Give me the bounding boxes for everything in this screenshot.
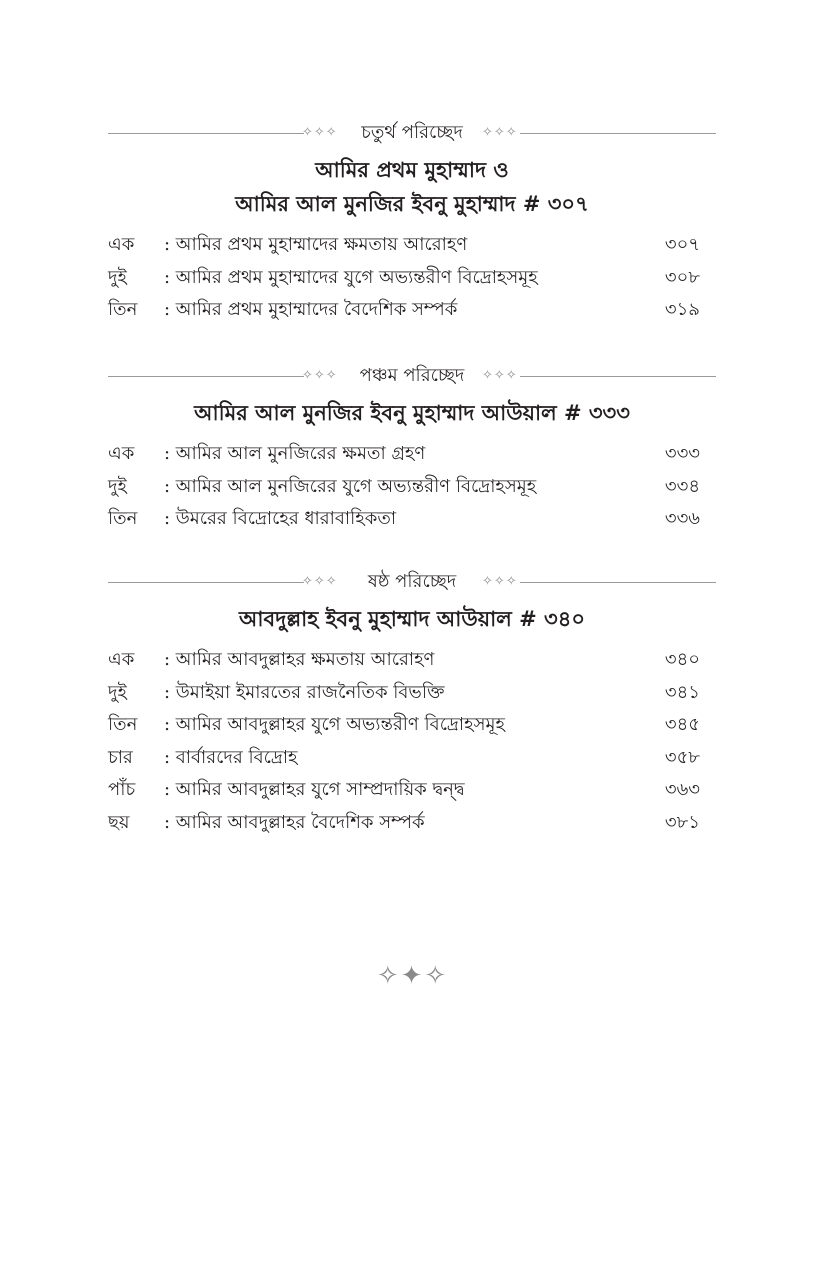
entry-title: : আমির প্রথম মুহাম্মাদের বৈদেশিক সম্পর্ক bbox=[164, 299, 458, 320]
chapter-section-5 bbox=[108, 364, 716, 536]
toc-entry[interactable] bbox=[108, 709, 716, 742]
entry-number: ছয় bbox=[108, 811, 130, 833]
diamond-sparkle-icon: ✧✧✧ bbox=[302, 368, 338, 383]
entry-title: : আমির প্রথম মুহাম্মাদের ক্ষমতায় আরোহণ bbox=[164, 234, 468, 255]
chapter-label: চতুর্থ পরিচ্ছেদ bbox=[361, 122, 463, 143]
entry-title: : বার্বারদের বিদ্রোহ bbox=[164, 746, 298, 768]
entry-number: দুই bbox=[108, 681, 127, 703]
toc-entry-list bbox=[108, 229, 716, 327]
entry-title: : আমির প্রথম মুহাম্মাদের যুগে অভ্যন্তরীণ বিদ্রোহসমূহ bbox=[164, 266, 538, 288]
entry-title: : উমরের বিদ্রোহের ধারাবাহিকতা bbox=[164, 508, 397, 529]
chapter-heading: আবদুল্লাহ ইবনু মুহাম্মাদ আউয়াল # ৩৪০ bbox=[239, 607, 585, 631]
chapter-divider bbox=[108, 570, 716, 596]
four-point-star-icon: ✧✦✧ bbox=[376, 961, 449, 991]
diamond-sparkle-icon: ✧✧✧ bbox=[482, 368, 518, 383]
entry-page-number: ৩৩৬ bbox=[664, 508, 700, 529]
entry-title: : আমির আল মুনজিরের যুগে অভ্যন্তরীণ বিদ্রোহসমূহ bbox=[164, 475, 537, 497]
toc-entry[interactable] bbox=[108, 742, 716, 775]
chapter-divider bbox=[108, 121, 716, 147]
toc-entry[interactable] bbox=[108, 438, 716, 471]
chapter-label: পঞ্চম পরিচ্ছেদ bbox=[359, 365, 465, 386]
toc-entry[interactable] bbox=[108, 677, 716, 710]
divider-rule-right bbox=[520, 376, 716, 377]
entry-title: : উমাইয়া ইমারতের রাজনৈতিক বিভক্তি bbox=[164, 681, 445, 703]
entry-number: দুই bbox=[108, 475, 127, 497]
entry-page-number: ৩৫৮ bbox=[664, 746, 700, 768]
divider-rule-right bbox=[520, 133, 716, 134]
toc-entry-list bbox=[108, 644, 716, 839]
toc-entry[interactable] bbox=[108, 503, 716, 536]
toc-entry[interactable] bbox=[108, 471, 716, 504]
entry-title: : আমির আল মুনজিরের ক্ষমতা গ্রহণ bbox=[164, 443, 426, 464]
chapter-heading: আমির আল মুনজির ইবনু মুহাম্মাদ # ৩০৭ bbox=[235, 192, 589, 216]
entry-number: এক bbox=[108, 443, 135, 464]
divider-rule-right bbox=[520, 582, 716, 583]
toc-entry[interactable] bbox=[108, 262, 716, 295]
entry-page-number: ৩৩৪ bbox=[664, 475, 700, 497]
toc-entry[interactable] bbox=[108, 807, 716, 840]
entry-number: তিন bbox=[108, 299, 138, 320]
entry-number: পাঁচ bbox=[108, 779, 136, 800]
chapter-heading: আমির প্রথম মুহাম্মাদ ও bbox=[315, 158, 509, 182]
entry-page-number: ৩১৯ bbox=[664, 299, 700, 320]
diamond-sparkle-icon: ✧✧✧ bbox=[482, 125, 518, 140]
toc-entry-list bbox=[108, 438, 716, 536]
entry-number: এক bbox=[108, 649, 135, 670]
chapter-section-6 bbox=[108, 570, 716, 839]
entry-page-number: ৩৪১ bbox=[664, 681, 700, 703]
entry-title: : আমির আবদুল্লাহর যুগে সাম্প্রদায়িক দ্বন্দ্ব bbox=[164, 779, 465, 800]
entry-page-number: ৩৪৫ bbox=[664, 714, 700, 735]
entry-number: চার bbox=[108, 746, 133, 768]
entry-number: দুই bbox=[108, 266, 127, 288]
chapter-heading: আমির আল মুনজির ইবনু মুহাম্মাদ আউয়াল # ৩৩৩ bbox=[194, 401, 630, 425]
entry-page-number: ৩০৮ bbox=[664, 266, 700, 288]
chapter-label: ষষ্ঠ পরিচ্ছেদ bbox=[367, 571, 457, 592]
entry-number: তিন bbox=[108, 714, 138, 735]
entry-number: তিন bbox=[108, 508, 138, 529]
diamond-sparkle-icon: ✧✧✧ bbox=[302, 125, 338, 140]
toc-entry[interactable] bbox=[108, 294, 716, 327]
entry-number: এক bbox=[108, 234, 135, 255]
chapter-section-4 bbox=[108, 121, 716, 327]
diamond-sparkle-icon: ✧✧✧ bbox=[482, 574, 518, 589]
toc-entry[interactable] bbox=[108, 229, 716, 262]
entry-title: : আমির আবদুল্লাহর যুগে অভ্যন্তরীণ বিদ্রোহসমূহ bbox=[164, 714, 505, 735]
toc-entry[interactable] bbox=[108, 774, 716, 807]
entry-page-number: ৩৪০ bbox=[664, 649, 700, 670]
entry-page-number: ৩৩৩ bbox=[664, 443, 700, 464]
diamond-sparkle-icon: ✧✧✧ bbox=[302, 574, 338, 589]
entry-page-number: ৩০৭ bbox=[664, 234, 700, 255]
entry-page-number: ৩৬৩ bbox=[664, 779, 700, 800]
entry-title: : আমির আবদুল্লাহর ক্ষমতায় আরোহণ bbox=[164, 649, 435, 670]
entry-page-number: ৩৮১ bbox=[664, 811, 700, 833]
entry-title: : আমির আবদুল্লাহর বৈদেশিক সম্পর্ক bbox=[164, 811, 425, 833]
toc-entry[interactable] bbox=[108, 644, 716, 677]
chapter-divider bbox=[108, 364, 716, 390]
